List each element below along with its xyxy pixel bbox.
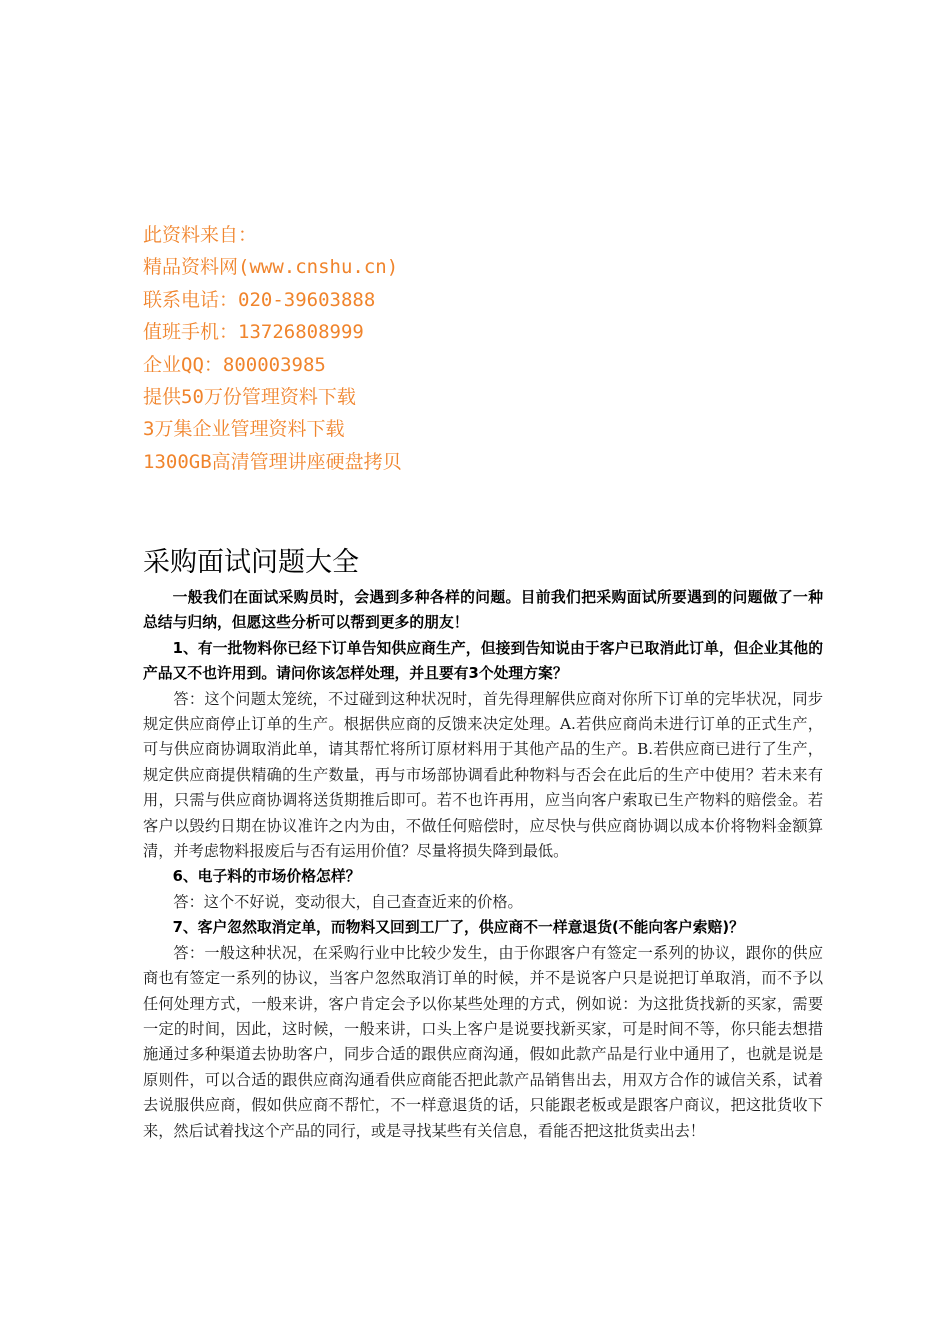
question-7: 7、客户忽然取消定单，而物料又回到工厂了，供应商不一样意退货(不能向客户索赔)？ xyxy=(172,919,744,937)
source-line: 联系电话：020-39603888 xyxy=(143,288,376,311)
intro-paragraph: 一般我们在面试采购员时，会遇到多种各样的问题。目前我们把采购面试所要遇到的问题做了一种总结与归纳，但愿这些分析可以帮到更多的朋友！ xyxy=(143,589,823,632)
question-1: 1、有一批物料你已经下订单告知供应商生产，但接到告知说由于客户已取消此订单，但企业其他的产品又不也许用到。请问你该怎样处理，并且要有3个处理方案？ xyxy=(143,639,823,683)
answer-6: 答：这个不好说，变动很大，自己查查近来的价格。 xyxy=(173,892,523,911)
question-6: 6、电子料的市场价格怎样？ xyxy=(172,868,361,886)
source-line: 值班手机：13726808999 xyxy=(143,321,364,344)
source-info-block xyxy=(143,219,563,478)
source-line: 提供50万份管理资料下载 xyxy=(143,386,356,409)
source-line: 精品资料网(www.cnshu.cn) xyxy=(143,256,399,279)
source-line: 3万集企业管理资料下载 xyxy=(143,418,345,441)
answer-1: 答：这个问题太笼统，不过碰到这种状况时，首先得理解供应商对你所下订单的完毕状况，同步规定供应商停止订单的生产。根据供应商的反馈来决定处理。A.若供应商尚未进行订单的正式生产，可与供应商协调取消此单，请其帮忙将所订原材料用于其他产品的生产。B.若供应商已进行了生产，规定供应商提供精确的生产数量，再与市场部协调看此种物料与否会在此后的生产中使用？若未来有用，只需与供应商协调将送货期推后即可。若不也许再用，应当向客户索取已生产物料的赔偿金。若客户以毁约日期在协议准许之内为由，不做任何赔偿时，应尽快与供应商协调以成本价将物料金额算清，并考虑物料报废后与否有运用价值？尽量将损失降到最低。 xyxy=(143,689,823,861)
document-body xyxy=(143,585,823,1144)
source-line: 1300GB高清管理讲座硬盘拷贝 xyxy=(143,450,402,473)
source-line: 此资料来自： xyxy=(143,224,258,246)
document-title: 采购面试问题大全 xyxy=(143,547,359,578)
answer-7: 答：一般这种状况，在采购行业中比较少发生，由于你跟客户有签定一系列的协议，跟你的供应商也有签定一系列的协议，当客户忽然取消订单的时候，并不是说客户只是说把订单取消，而不予以任何处理方式，一般来讲，客户肯定会予以你某些处理的方式，例如说：为这批货找新的买家，需要一定的时间，因此，这时候，一般来讲，口头上客户是说要找新买家，可是时间不等，你只能去想措施通过多种渠道去协助客户，同步合适的跟供应商沟通，假如此款产品是行业中通用了，也就是说是原则件，可以合适的跟供应商沟通看供应商能否把此款产品销售出去，用双方合作的诚信关系，试着去说服供应商，假如供应商不帮忙，不一样意退货的话，只能跟老板或是跟客户商议，把这批货收下来，然后试着找这个产品的同行，或是寻找某些有关信息，看能否把这批货卖出去！ xyxy=(143,943,823,1140)
source-line: 企业QQ：800003985 xyxy=(143,353,326,376)
